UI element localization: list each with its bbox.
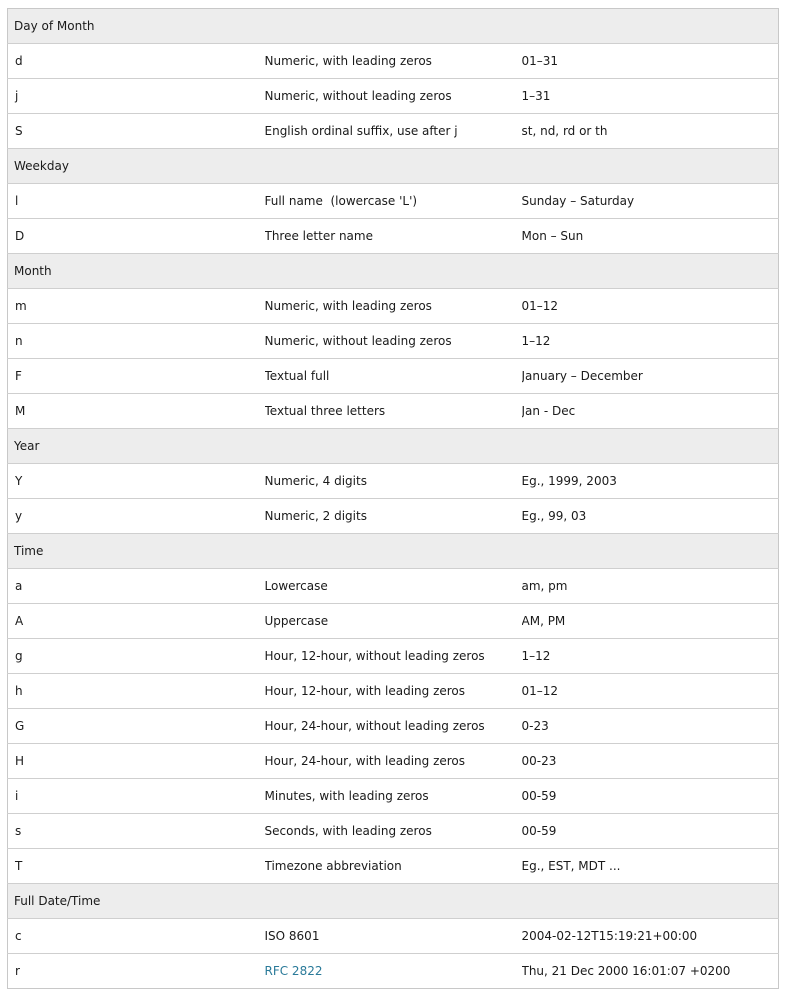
section-header-time: [8, 534, 779, 569]
format-description: Full name (lowercase 'L'): [265, 184, 522, 219]
format-code: y: [8, 499, 265, 534]
format-code: g: [8, 639, 265, 674]
table-row: [8, 394, 779, 429]
format-example: 1–12: [522, 639, 779, 674]
format-description: Uppercase: [265, 604, 522, 639]
format-example: 2004-02-12T15:19:21+00:00: [522, 919, 779, 954]
section-title: Time: [8, 534, 779, 569]
format-code: F: [8, 359, 265, 394]
format-description: ISO 8601: [265, 919, 522, 954]
format-description: Numeric, 2 digits: [265, 499, 522, 534]
format-code: d: [8, 44, 265, 79]
format-example: AM, PM: [522, 604, 779, 639]
format-example: 00-23: [522, 744, 779, 779]
format-code: T: [8, 849, 265, 884]
format-example: 01–31: [522, 44, 779, 79]
table-row: [8, 79, 779, 114]
format-description: Three letter name: [265, 219, 522, 254]
format-code: r: [15, 964, 20, 978]
table-row: [8, 954, 779, 989]
table-row: [8, 289, 779, 324]
format-example: 0-23: [522, 709, 779, 744]
table-row: [8, 849, 779, 884]
table-row: [8, 709, 779, 744]
section-title: Month: [8, 254, 779, 289]
date-format-reference-table: [7, 8, 779, 989]
format-code: n: [8, 324, 265, 359]
format-example: Eg., EST, MDT ...: [522, 849, 779, 884]
format-example: Jan - Dec: [522, 394, 779, 429]
table-row: [8, 814, 779, 849]
table-row: [8, 324, 779, 359]
table-row: [8, 744, 779, 779]
section-title: Weekday: [8, 149, 779, 184]
format-code: A: [8, 604, 265, 639]
section-header-month: [8, 254, 779, 289]
format-description: Hour, 12-hour, with leading zeros: [265, 674, 522, 709]
table-row: [8, 184, 779, 219]
section-title: Full Date/Time: [8, 884, 779, 919]
format-description: Textual full: [265, 359, 522, 394]
format-description: Numeric, without leading zeros: [265, 79, 522, 114]
format-example: 01–12: [522, 289, 779, 324]
section-title: Year: [8, 429, 779, 464]
format-code: s: [8, 814, 265, 849]
format-example: st, nd, rd or th: [522, 114, 779, 149]
format-example: Mon – Sun: [522, 219, 779, 254]
format-example: 1–12: [522, 324, 779, 359]
format-description: Lowercase: [265, 569, 522, 604]
format-code: c: [8, 919, 265, 954]
format-example: 00-59: [522, 814, 779, 849]
format-code: l: [8, 184, 265, 219]
format-description: Hour, 24-hour, with leading zeros: [265, 744, 522, 779]
format-example: 01–12: [522, 674, 779, 709]
format-example: Thu, 21 Dec 2000 16:01:07 +0200: [521, 964, 731, 978]
format-description: Hour, 12-hour, without leading zeros: [265, 639, 522, 674]
format-description: Textual three letters: [265, 394, 522, 429]
format-description: Numeric, with leading zeros: [265, 44, 522, 79]
format-example: January – December: [522, 359, 779, 394]
table-row: [8, 464, 779, 499]
format-code: D: [8, 219, 265, 254]
format-example: Eg., 1999, 2003: [522, 464, 779, 499]
table-row: [8, 674, 779, 709]
format-description: Numeric, 4 digits: [265, 464, 522, 499]
format-example: Eg., 99, 03: [522, 499, 779, 534]
format-description: Numeric, with leading zeros: [265, 289, 522, 324]
format-description: Numeric, without leading zeros: [265, 324, 522, 359]
format-code: m: [8, 289, 265, 324]
format-example: am, pm: [522, 569, 779, 604]
format-code: j: [8, 79, 265, 114]
format-description: Hour, 24-hour, without leading zeros: [265, 709, 522, 744]
format-code: i: [8, 779, 265, 814]
table-row: [8, 639, 779, 674]
format-example: 00-59: [522, 779, 779, 814]
table-row: [8, 569, 779, 604]
format-description: Timezone abbreviation: [265, 849, 522, 884]
format-description-cell: [265, 954, 522, 989]
table-row: [8, 359, 779, 394]
format-code: G: [8, 709, 265, 744]
table-row: [8, 499, 779, 534]
format-code: Y: [8, 464, 265, 499]
table-row: [8, 44, 779, 79]
table-row: [8, 919, 779, 954]
table-row: [8, 604, 779, 639]
format-code: a: [8, 569, 265, 604]
section-header-day-of-month: [8, 9, 779, 44]
table-row: [8, 114, 779, 149]
section-header-year: [8, 429, 779, 464]
format-example: 1–31: [522, 79, 779, 114]
table-row: [8, 779, 779, 814]
format-description: Seconds, with leading zeros: [265, 814, 522, 849]
section-title: Day of Month: [8, 9, 779, 44]
section-header-weekday: [8, 149, 779, 184]
format-description: English ordinal suffix, use after j: [265, 114, 522, 149]
table-row: [8, 219, 779, 254]
rfc-2822-link[interactable]: RFC 2822: [264, 964, 323, 978]
format-code: S: [8, 114, 265, 149]
format-code: h: [8, 674, 265, 709]
format-code: M: [8, 394, 265, 429]
format-code: H: [8, 744, 265, 779]
section-header-full-date-time: [8, 884, 779, 919]
format-example: Sunday – Saturday: [522, 184, 779, 219]
format-description: Minutes, with leading zeros: [265, 779, 522, 814]
